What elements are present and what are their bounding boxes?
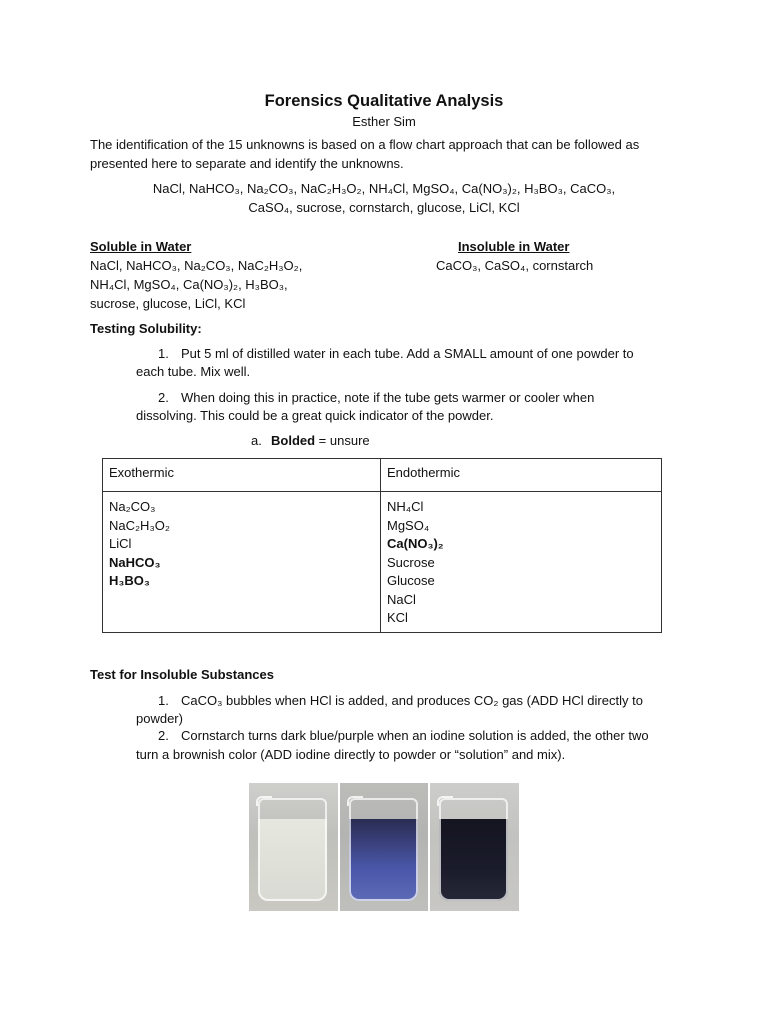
soluble-heading: Soluble in Water: [90, 239, 192, 254]
step1-line2: each tube. Mix well.: [136, 364, 251, 379]
substep-a-text: [271, 433, 370, 448]
insoluble-step2-line1: Cornstarch turns dark blue/purple when an iodine solution is added, the other two: [181, 728, 649, 743]
thermic-table: [102, 458, 662, 633]
testing-solubility-heading: Testing Solubility:: [90, 321, 202, 336]
insoluble-step2-line2: turn a brownish color (ADD iodine directly to powder or “solution” and mix).: [136, 747, 566, 762]
insoluble-test-heading: Test for Insoluble Substances: [90, 667, 274, 682]
insoluble-line1: CaCO₃, CaSO₄, cornstarch: [436, 258, 594, 273]
endothermic-item: NaCl: [387, 591, 416, 607]
intro-paragraph-line2: presented here to separate and identify the unknowns.: [90, 156, 404, 171]
exothermic-item: LiCl: [109, 536, 132, 551]
intro-paragraph-line1: The identification of the 15 unknowns is based on a flow chart approach that can be followed as: [90, 137, 640, 152]
step2-number: 2.: [158, 390, 169, 405]
dark-beaker-photo: [430, 783, 519, 911]
endothermic-item: Glucose: [387, 573, 435, 588]
exothermic-item: NaHCO₃: [109, 554, 161, 570]
insoluble-step1-line1: CaCO₃ bubbles when HCl is added, and produces CO₂ gas (ADD HCl directly to: [181, 693, 643, 708]
endothermic-item: MgSO₄: [387, 517, 430, 533]
exothermic-item: NaC₂H₃O₂: [109, 517, 170, 533]
endothermic-item: KCl: [387, 610, 408, 625]
endothermic-item: Ca(NO₃)₂: [387, 536, 444, 551]
compounds-list-line1: NaCl, NaHCO₃, Na₂CO₃, NaC₂H₃O₂, NH₄Cl, MgSO₄, Ca(NO₃)₂, H₃BO₃, CaCO₃,: [152, 181, 616, 196]
endothermic-cell: [381, 492, 662, 633]
exothermic-item: Na₂CO₃: [109, 499, 156, 514]
document-title: Forensics Qualitative Analysis: [264, 92, 504, 110]
endothermic-item: NH₄Cl: [387, 499, 424, 514]
step1-number: 1.: [158, 346, 169, 361]
compounds-list-line2: CaSO₄, sucrose, cornstarch, glucose, LiCl, KCl: [248, 200, 520, 215]
table-header-row: [103, 459, 662, 492]
step1-line1: Put 5 ml of distilled water in each tube. Add a SMALL amount of one powder to: [181, 346, 634, 361]
beaker-photos: [249, 783, 519, 911]
insoluble-step2-number: 2.: [158, 728, 169, 743]
endothermic-item: Sucrose: [387, 554, 435, 570]
soluble-line1: NaCl, NaHCO₃, Na₂CO₃, NaC₂H₃O₂,: [90, 258, 303, 273]
insoluble-step1-number: 1.: [158, 693, 169, 708]
insoluble-heading: Insoluble in Water: [458, 239, 570, 254]
exothermic-item: H₃BO₃: [109, 573, 150, 588]
bolded-label: Bolded: [271, 433, 316, 448]
endothermic-header: Endothermic: [381, 459, 662, 492]
exothermic-cell: [103, 492, 381, 633]
table-body-row: [103, 492, 662, 633]
author-name: Esther Sim: [352, 114, 416, 129]
soluble-line2: NH₄Cl, MgSO₄, Ca(NO₃)₂, H₃BO₃,: [90, 277, 288, 292]
blue-beaker-photo: [340, 783, 429, 911]
step2-line2: dissolving. This could be a great quick indicator of the powder.: [136, 408, 494, 423]
substep-a-letter: a.: [251, 433, 262, 448]
insoluble-step1-line2: powder): [136, 711, 183, 726]
clear-beaker-photo: [249, 783, 338, 911]
unsure-label: = unsure: [315, 433, 370, 448]
exothermic-header: Exothermic: [103, 459, 381, 492]
step2-line1: When doing this in practice, note if the tube gets warmer or cooler when: [181, 390, 595, 405]
soluble-line3: sucrose, glucose, LiCl, KCl: [90, 296, 246, 311]
